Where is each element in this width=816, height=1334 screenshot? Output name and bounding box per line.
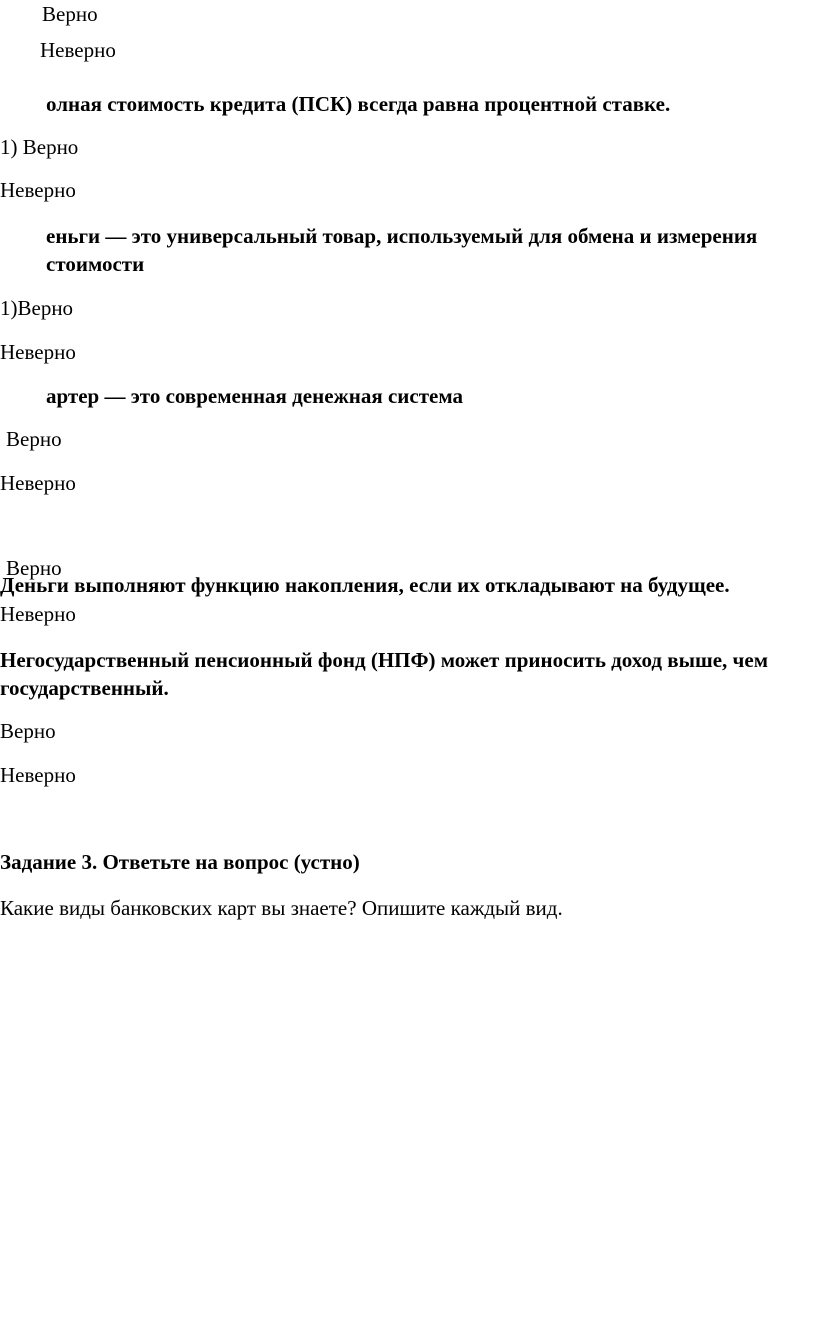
question-statement-line-2: государственный. (0, 676, 169, 700)
question-statement-line-1: еньги — это универсальный товар, используемый для обмена и измерения (46, 224, 758, 248)
option-false: Неверно (0, 602, 76, 626)
question-statement: олная стоимость кредита (ПСК) всегда равна процентной ставке. (46, 92, 671, 116)
option-true: Верно (0, 719, 56, 743)
task-question: Какие виды банковских карт вы знаете? Опишите каждый вид. (0, 896, 563, 920)
option-true: 1) Верно (0, 135, 79, 159)
task-heading: Задание 3. Ответьте на вопрос (устно) (0, 850, 360, 874)
option-false: Неверно (0, 340, 76, 364)
option-true: Верно (42, 2, 98, 26)
question-statement-line-2: стоимости (46, 252, 145, 276)
option-true: 1)Верно (0, 296, 74, 320)
question-statement: Деньги выполняют функцию накопления, если их откладывают на будущее. (0, 573, 730, 597)
option-false: Неверно (0, 471, 76, 495)
option-true: Верно (6, 556, 62, 580)
question-statement: артер — это современная денежная система (46, 384, 463, 408)
question-statement-line-1: Негосударственный пенсионный фонд (НПФ) может приносить доход выше, чем (0, 648, 768, 672)
option-false: Неверно (40, 38, 116, 62)
option-true: Верно (6, 427, 62, 451)
option-false: Неверно (0, 763, 76, 787)
option-false: Неверно (0, 178, 76, 202)
